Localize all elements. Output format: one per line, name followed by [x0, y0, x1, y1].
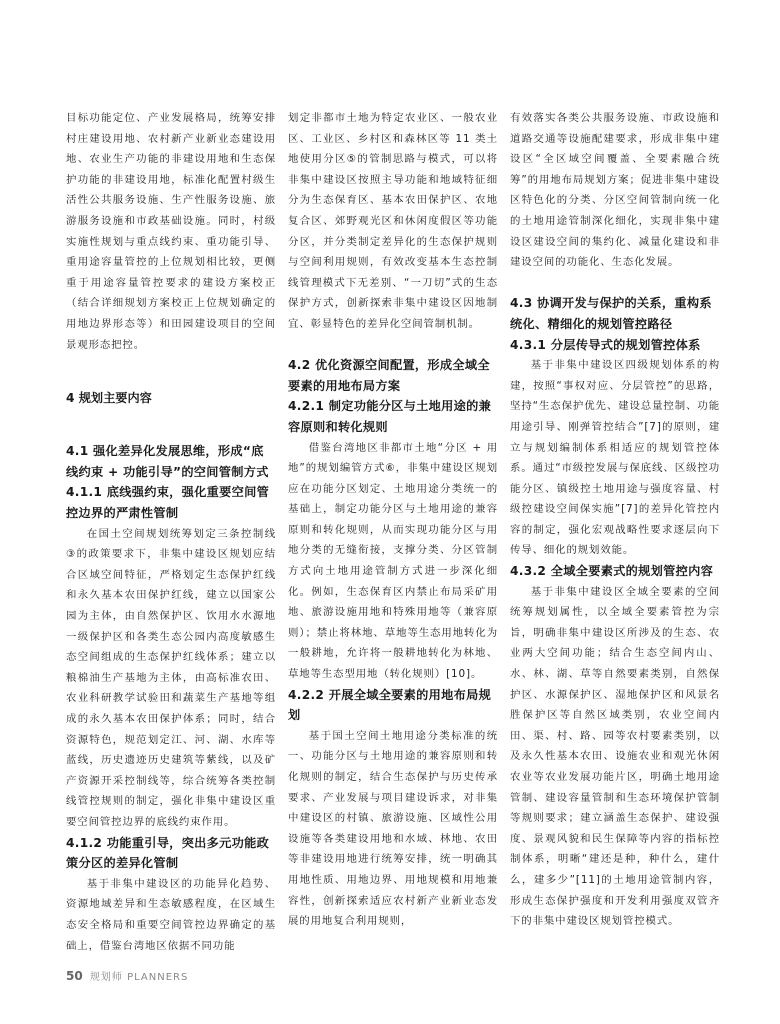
heading-4-3: 4.3 协调开发与保护的关系，重构系统化、精细化的规划管控路径	[510, 296, 712, 331]
paragraph: 借鉴台湾地区非都市土地“分区 + 用地”的规划编管方式⑥，非集中建设区规划应在功能分区划定、土地用途分类统一的基础上，制定功能分区与土地用途的兼容原则和转化规则，从而实现功能分区与用地分类的无缝衔接，支撑分类、分区管制方式向土地用途管制方式进一步深化细化。例如，生态保育区内禁止布局采矿用地、旅游设施用地和特殊用地等（兼容原则）；禁止将林地、草地等生态用地转化为一般耕地，允许将一般耕地转化为林地、草地等生态型用地（转化规则）[10]。	[288, 441, 498, 681]
heading-4-3-2: 4.3.2 全域全要素式的规划管控内容	[510, 564, 714, 579]
journal-name: 规划师 PLANNERS	[89, 972, 189, 983]
paragraph: 基于非集中建设区全域全要素的空间统筹规划属性，以全域全要素管控为宗旨，明确非集中建设区所涉及的生态、农业两大空间功能；结合生态空间内山、水、林、湖、草等自然要素类别，自然保护区、水源保护区、湿地保护区和风景名胜保护区等自然区域类别，农业空间内田、渠、村、路、园等农村要素类别，以及永久性基本农田、设施农业和观光休闲农业等农业发展功能片区，明确土地用途管制、建设容量管制和生态环境保护管制等规则要求；建立涵盖生态保护、建设强度、景观风貌和民生保障等内容的指标控制体系，明晰“建还是种，种什么，建什么，建多少”[11]的土地用途管制内容，形成生态保护强度和开发利用强度双管齐下的非集中建设区规划管控模式。	[510, 585, 720, 928]
heading-4-2-2: 4.2.2 开展全域全要素的用地布局规划	[288, 687, 492, 723]
heading-4-1: 4.1 强化差异化发展思维，形成“底线约束 + 功能引导”的空间管制方式	[66, 444, 269, 479]
heading-4-1-2: 4.1.2 功能重引导，突出多元功能政策分区的差异化管制	[66, 835, 270, 871]
paragraph: 在国土空间规划统筹划定三条控制线③的政策要求下，非集中建设区规划应结合区域空间特征，严格划定生态保护红线和永久基本农田保护红线，建立以国家公园为主体，由自然保护区、饮用水水源地一级保护区和各类生态公园内高度敏感生态空间组成的生态保护红线体系；建立以粮棉油生产基地为主体，由高标准农田、农业科研教学试验田和蔬菜生产基地等组成的永久基本农田保护体系；同时，结合资源特色，规范划定江、河、湖、水库等蓝线，历史遗迹历史建筑等紫线，以及矿产资源开采控制线等，综合统筹各类控制线管控规则的制定，强化非集中建设区重要空间管控边界的底线约束作用。	[66, 527, 276, 828]
column-3	[510, 108, 720, 932]
heading-4-2: 4.2 优化资源空间配置，形成全域全要素的用地布局方案	[288, 358, 490, 393]
page-number: 50	[66, 969, 83, 983]
paragraph: 目标功能定位、产业发展格局，统筹安排村庄建设用地、农村新产业新业态建设用地、农业生产功能的非建设用地和生态保护功能的非建设用地，标准化配置村级生活性公共服务设施、生产性服务设施、旅游服务设施和市政基础设施。同时，村级实施性规划与重点线约束、重功能引导、重用途容量管控的上位规划相比较，更侧重于用途容量管控要求的建设方案校正（结合详细规划方案校正上位规划确定的用地边界形态等）和田园建设项目的空间景观形态把控。	[66, 112, 276, 351]
paragraph: 有效落实各类公共服务设施、市政设施和道路交通等设施配建要求，形成非集中建设区“全区域空间覆盖、全要素融合统筹”的用地布局规划方案；促进非集中建设区特色化的分类、分区空间管制向统一化的土地用途管制深化细化，实现非集中建设区建设空间的集约化、减量化建设和非建设空间的功能化、生态化发展。	[510, 112, 720, 269]
paragraph: 基于非集中建设区四级规划体系的构建，按照“事权对应、分层管控”的思路，坚持“生态保护优先、建设总量控制、功能用途引导、刚弹管控结合”[7]的原则，建立与规划编制体系相适应的规划管控体系。通过“市级控发展与保底线、区级控功能分区、镇级控土地用途与强度容量、村级控建设空间保实施”[7]的差异化管控内容的制定，强化宏观战略性要求逐层向下传导、细化的规划效能。	[510, 359, 720, 557]
heading-4-1-1: 4.1.1 底线强约束，强化重要空间管控边界的严肃性管制	[66, 485, 270, 521]
heading-4-2-1: 4.2.1 制定功能分区与土地用途的兼容原则和转化规则	[288, 399, 492, 434]
section-heading-4: 4 规划主要内容	[66, 390, 152, 405]
column-1	[66, 108, 276, 956]
paragraph: 划定非都市土地为特定农业区、一般农业区、工业区、乡村区和森林区等 11 类土地使用分区⑤的管制思路与模式，可以将非集中建设区按照主导功能和地域特征细分为生态保育区、基本农田保护区、农地复合区、郊野观光区和休闲度假区等功能分区，并分类制定差异化的生态保护规则与空间利用规则，有效改变基本生态控制线管理模式下无差别、“一刀切”式的生态保护方式，创新探索非集中建设区因地制宜、彰显特色的差异化空间管制机制。	[288, 112, 498, 330]
column-2	[288, 108, 498, 932]
heading-4-3-1: 4.3.1 分层传导式的规划管控体系	[510, 337, 701, 352]
paragraph: 基于非集中建设区的功能异化趋势、资源地域差异和生态敏感程度，在区域生态安全格局和重要空间管控边界确定的基础上，借鉴台湾地区依据不同功能	[66, 877, 276, 952]
page-footer	[66, 968, 188, 983]
paragraph: 基于国土空间土地用途分类标准的统一、功能分区与土地用途的兼容原则和转化规则的制定，结合生态保护与历史传承要求、产业发展与项目建设诉求，对非集中建设区的村镇、旅游设施、区域性公用设施等各类建设用地和水域、林地、农田等非建设用地进行统筹安排，统一明确其用地性质、用地边界、用地规模和用地兼容性，创新探索适应农村新产业新业态发展的用地复合利用规则，	[288, 729, 498, 928]
